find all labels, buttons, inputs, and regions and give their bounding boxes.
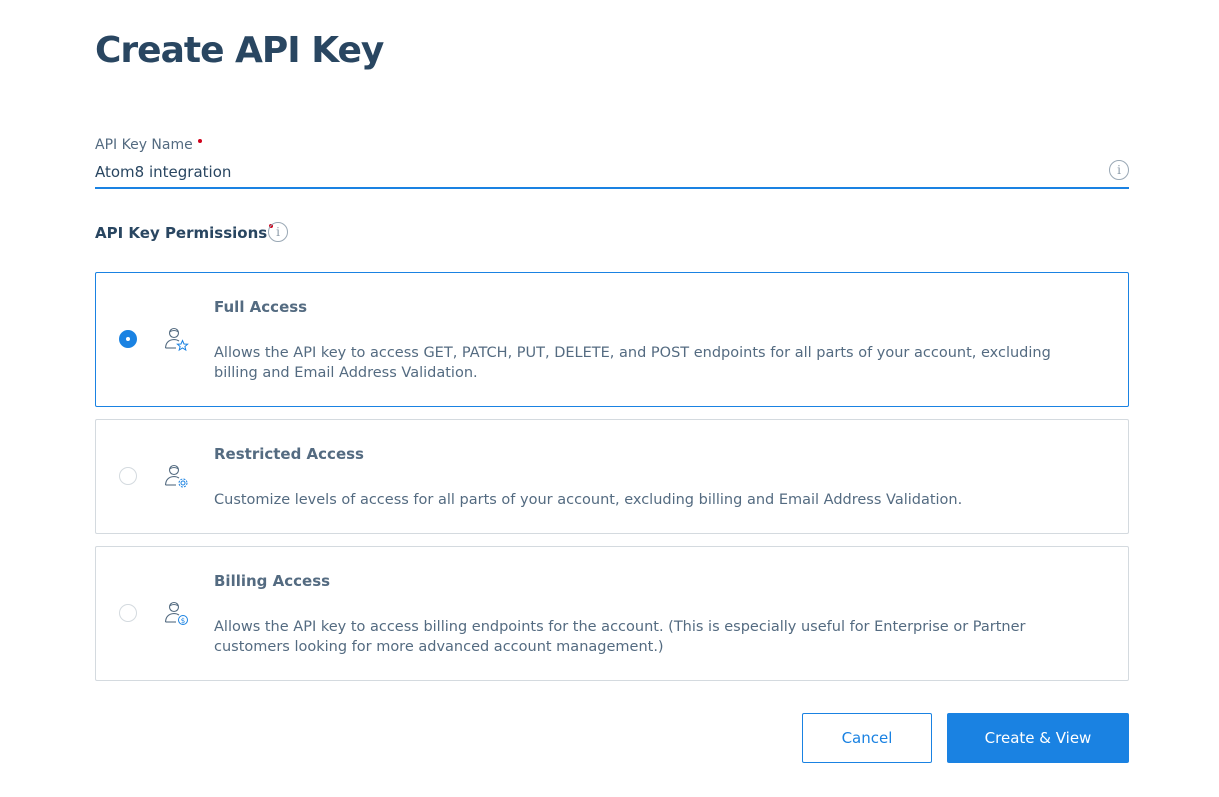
option-title: Restricted Access <box>214 445 364 463</box>
api-key-name-input[interactable] <box>95 159 1095 185</box>
permissions-label <box>95 224 273 242</box>
required-indicator <box>198 139 202 143</box>
cancel-button[interactable]: Cancel <box>802 713 932 763</box>
user-dollar-icon <box>163 600 189 626</box>
user-gear-icon <box>163 463 189 489</box>
option-description: Allows the API key to access GET, PATCH, PUT, DELETE, and POST endpoints for all parts of your account, excluding billing and Email Address Validation. <box>214 345 1051 381</box>
api-key-name-label: API Key Name <box>95 137 193 153</box>
info-icon[interactable]: i <box>268 222 288 242</box>
svg-text:$: $ <box>180 617 186 625</box>
page-title: Create API Key <box>95 30 384 71</box>
permission-option-restricted-access[interactable] <box>95 419 1129 534</box>
option-title: Billing Access <box>214 572 331 590</box>
permission-option-billing-access[interactable] <box>95 546 1129 681</box>
option-description: Customize levels of access for all parts of your account, excluding billing and Email Address Validation. <box>214 492 963 508</box>
user-star-icon <box>163 326 189 352</box>
permissions-label-text: API Key Permissions <box>95 224 268 242</box>
option-description: Allows the API key to access billing endpoints for the account. (This is especially useful for Enterprise or Partner customers looking for more advanced account management.) <box>214 619 1026 655</box>
option-title: Full Access <box>214 298 308 316</box>
api-key-name-field <box>95 134 1129 189</box>
info-icon[interactable]: i <box>1109 160 1129 180</box>
create-and-view-button[interactable]: Create & View <box>947 713 1129 763</box>
permission-option-full-access[interactable] <box>95 272 1129 407</box>
api-key-name-input-row <box>95 159 1129 189</box>
radio-full-access[interactable] <box>119 330 137 348</box>
radio-restricted-access[interactable] <box>119 467 137 485</box>
radio-billing-access[interactable] <box>119 604 137 622</box>
